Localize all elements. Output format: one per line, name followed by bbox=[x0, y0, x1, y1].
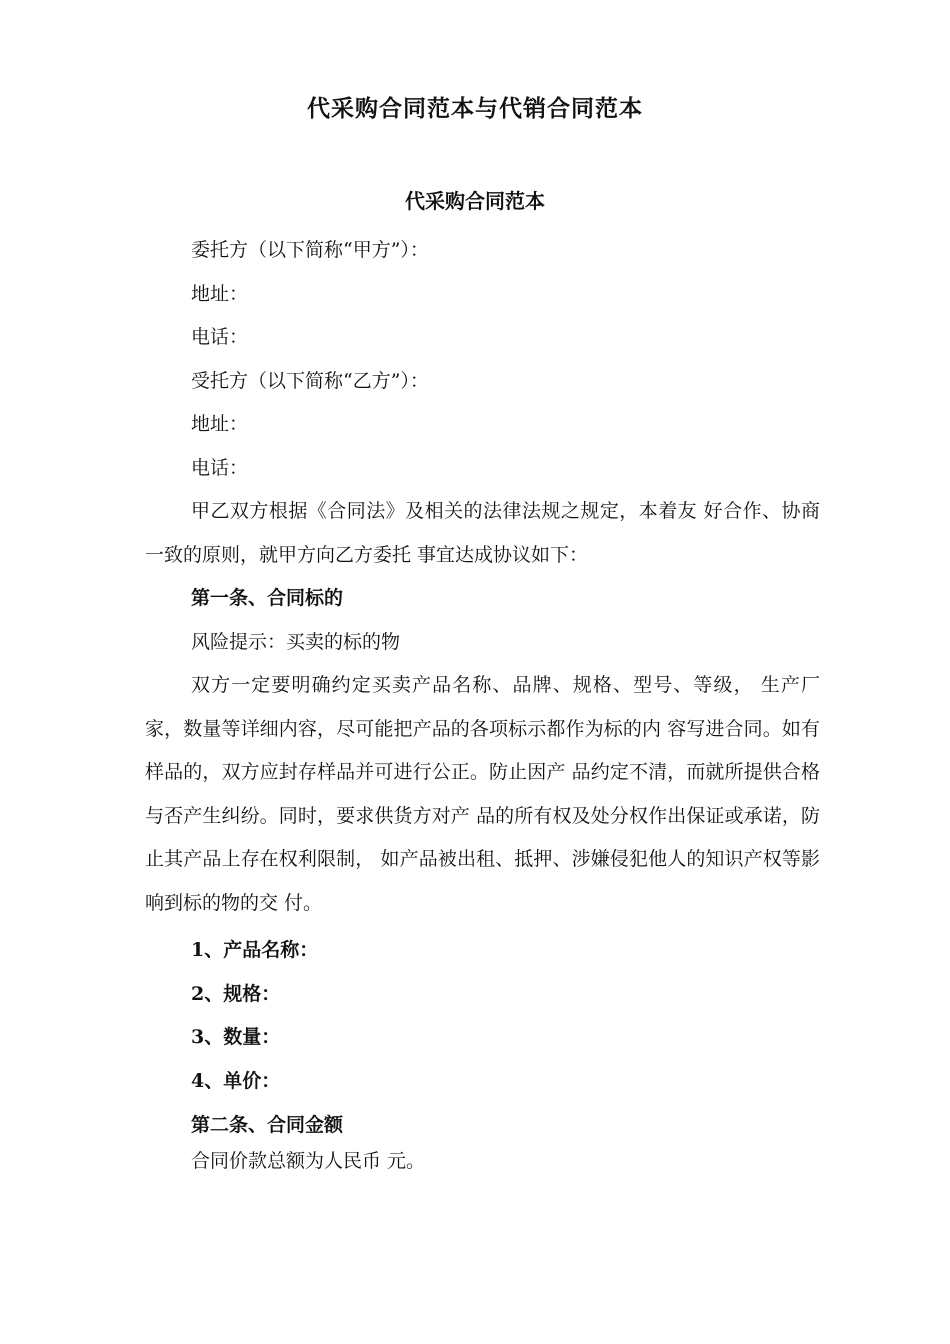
document-title: 代采购合同范本与代销合同范本 bbox=[307, 95, 643, 122]
agent-phone-line: 电话： bbox=[191, 456, 249, 479]
item-spec: 2、规格： bbox=[191, 982, 281, 1005]
article-1-body: 双方一定要明确约定买卖产品名称、品牌、规格、型号、等级， 生产厂家，数量等详细内容，尽可能把产品的各项标示都作为标的内 容写进合同。如有样品的，双方应封存样品并可进行公正。防止因产 品约定不清，而就所提供合格与否产生纠纷。同时，要求供货方对产 品的所有权及处分权作出保证或承诺，防止其产品上存在权利限制， 如产品被出租、抵押、涉嫌侵犯他人的知识产权等影响到标的物的交 付。 bbox=[145, 674, 820, 914]
article-1-heading: 第一条、合同标的 bbox=[191, 587, 344, 609]
item-product-name: 1、产品名称： bbox=[191, 939, 319, 961]
risk-hint: 风险提示：买卖的标的物 bbox=[191, 630, 401, 653]
preamble-paragraph: 甲乙双方根据《合同法》及相关的法律法规之规定，本着友 好合作、协商一致的原则，就甲方向乙方委托 事宜达成协议如下： bbox=[145, 500, 820, 566]
item-unit-price: 4、单价： bbox=[191, 1069, 281, 1092]
agent-address-line: 地址： bbox=[191, 413, 249, 435]
article-2-body: 合同价款总额为人民币 元。 bbox=[191, 1150, 426, 1172]
contract-body bbox=[145, 229, 820, 1179]
item-quantity: 3、数量： bbox=[191, 1026, 281, 1048]
section-title: 代采购合同范本 bbox=[405, 189, 545, 213]
client-phone-line: 电话： bbox=[191, 326, 249, 348]
client-address-line: 地址： bbox=[191, 282, 249, 305]
client-party-line: 委托方（以下简称“甲方”）： bbox=[191, 239, 429, 261]
article-2-heading: 第二条、合同金额 bbox=[191, 1114, 344, 1136]
agent-party-line: 受托方（以下简称“乙方”）： bbox=[191, 369, 429, 392]
